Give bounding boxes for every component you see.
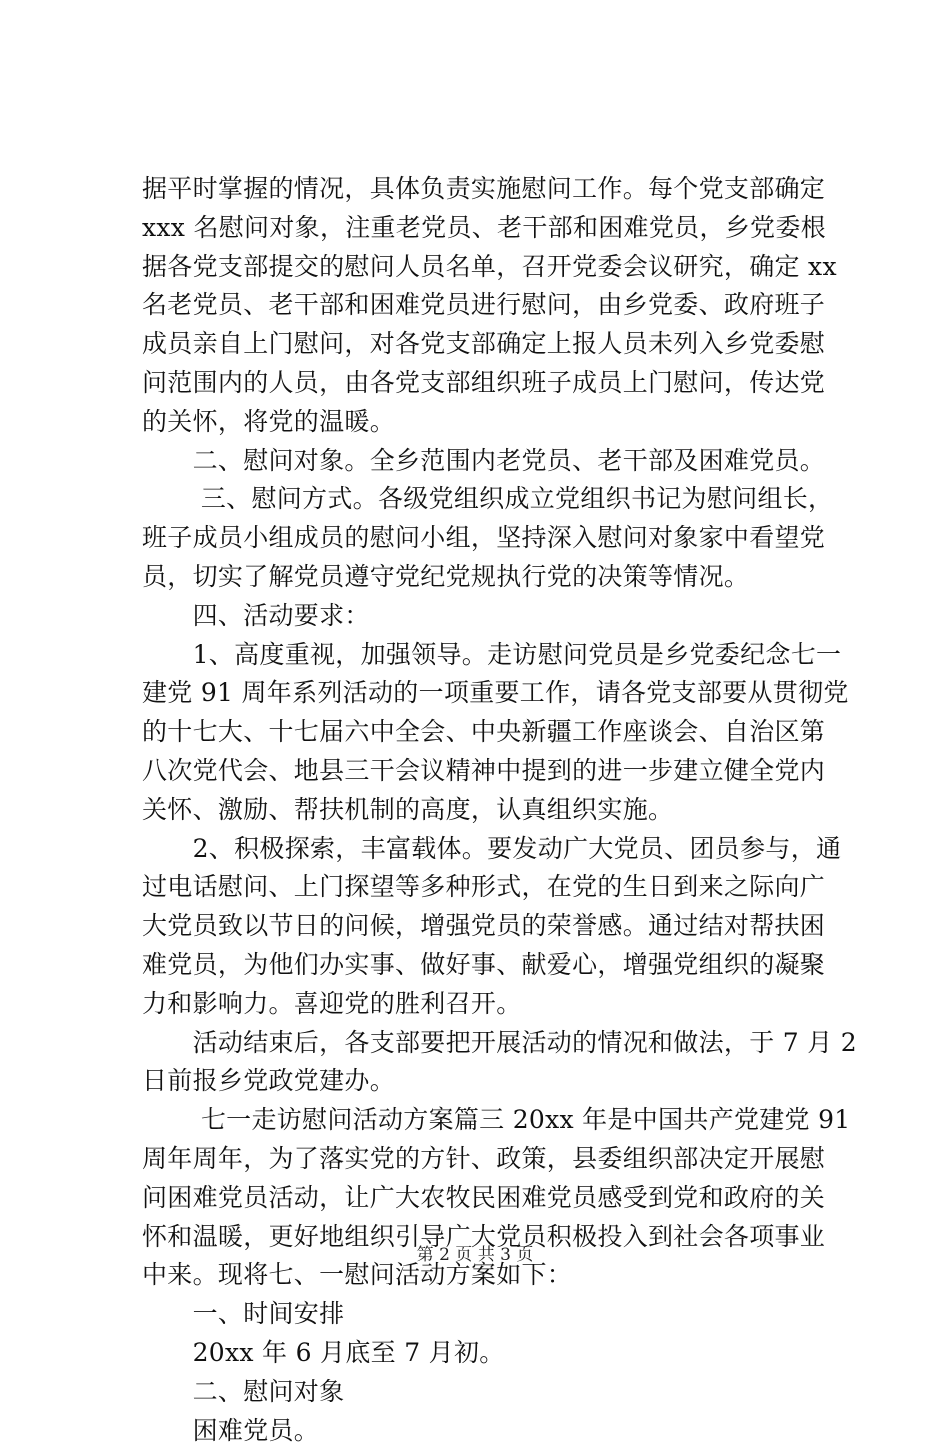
text-line: 大党员致以节日的问候，增强党员的荣誉感。通过结对帮扶困 <box>142 907 832 946</box>
text-line: 过电话慰问、上门探望等多种形式，在党的生日到来之际向广 <box>142 868 832 907</box>
text-line: 活动结束后，各支部要把开展活动的情况和做法，于 7 月 2 <box>142 1024 832 1063</box>
text-line: 班子成员小组成员的慰问小组，坚持深入慰问对象家中看望党 <box>142 519 832 558</box>
text-line: 2、积极探索，丰富载体。要发动广大党员、团员参与，通 <box>142 830 832 869</box>
text-line: xxx 名慰问对象，注重老党员、老干部和困难党员，乡党委根 <box>142 209 832 248</box>
text-line: 四、活动要求： <box>142 597 832 636</box>
text-line: 难党员，为他们办实事、做好事、献爱心，增强党组织的凝聚 <box>142 946 832 985</box>
text-line: 关怀、激励、帮扶机制的高度，认真组织实施。 <box>142 791 832 830</box>
text-line: 日前报乡党政党建办。 <box>142 1062 832 1101</box>
text-line: 名老党员、老干部和困难党员进行慰问，由乡党委、政府班子 <box>142 286 832 325</box>
text-line: 的十七大、十七届六中全会、中央新疆工作座谈会、自治区第 <box>142 713 832 752</box>
text-line: 七一走访慰问活动方案篇三 20xx 年是中国共产党建党 91 <box>142 1101 832 1140</box>
text-line: 的关怀，将党的温暖。 <box>142 403 832 442</box>
text-line: 二、慰问对象。全乡范围内老党员、老干部及困难党员。 <box>142 442 832 481</box>
text-line: 员，切实了解党员遵守党纪党规执行党的决策等情况。 <box>142 558 832 597</box>
text-line: 成员亲自上门慰问，对各党支部确定上报人员未列入乡党委慰 <box>142 325 832 364</box>
text-line: 据平时掌握的情况，具体负责实施慰问工作。每个党支部确定 <box>142 170 832 209</box>
text-line: 一、时间安排 <box>142 1295 832 1334</box>
text-line: 怀和温暖，更好地组织引导广大党员积极投入到社会各项事业 <box>142 1218 832 1257</box>
page-footer: 第 2 页 共 3 页 <box>0 1244 950 1266</box>
text-line: 问范围内的人员，由各党支部组织班子成员上门慰问，传达党 <box>142 364 832 403</box>
text-line: 周年周年，为了落实党的方针、政策，县委组织部决定开展慰 <box>142 1140 832 1179</box>
text-line: 力和影响力。喜迎党的胜利召开。 <box>142 985 832 1024</box>
text-line: 1、高度重视，加强领导。走访慰问党员是乡党委纪念七一 <box>142 636 832 675</box>
text-line: 据各党支部提交的慰问人员名单，召开党委会议研究，确定 xx <box>142 248 832 287</box>
text-line: 三、慰问方式。各级党组织成立党组织书记为慰问组长， <box>142 480 832 519</box>
text-line: 建党 91 周年系列活动的一项重要工作，请各党支部要从贯彻党 <box>142 674 832 713</box>
text-line: 中来。现将七、一慰问活动方案如下： <box>142 1256 832 1295</box>
text-line: 问困难党员活动，让广大农牧民困难党员感受到党和政府的关 <box>142 1179 832 1218</box>
text-line: 八次党代会、地县三干会议精神中提到的进一步建立健全党内 <box>142 752 832 791</box>
text-line: 20xx 年 6 月底至 7 月初。 <box>142 1334 832 1373</box>
text-line: 困难党员。 <box>142 1412 832 1450</box>
text-line: 二、慰问对象 <box>142 1373 832 1412</box>
